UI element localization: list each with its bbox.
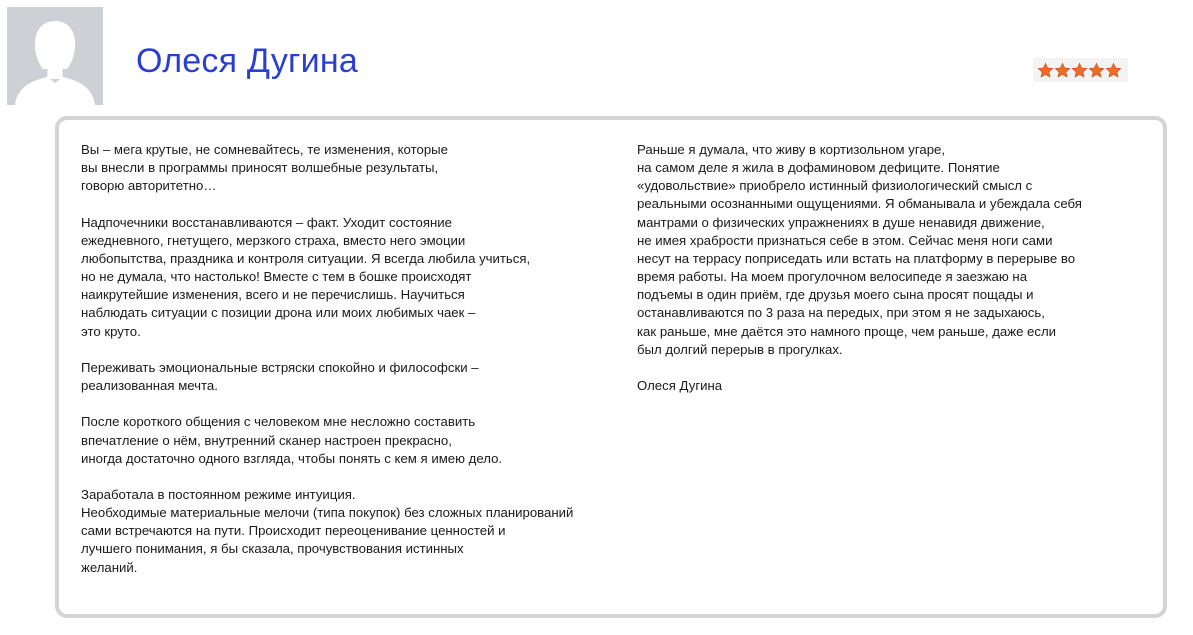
review-card: [55, 116, 1167, 618]
avatar: [7, 7, 103, 105]
star-icon: [1037, 62, 1054, 79]
star-icon: [1071, 62, 1088, 79]
star-icon: [1054, 62, 1071, 79]
review-text-left-column: Вы – мега крутые, не сомневайтесь, те изменения, которые вы внесли в программы приносят волшебные результаты, говорю авторитетно… Надпочечники восстанавливаются – факт. Уходит состояние ежедневного, гнетущего, мерзкого страха, вместо него эмоции любопытства, праздника и контроля ситуации. Я всегда любила учиться, но не думала, что настолько! Вместе с тем в бошке происходят наикрутейшие изменения, всего и не перечислишь. Научиться наблюдать ситуации с позиции дрона или моих любимых чаек – это круто. Переживать эмоциональные встряски спокойно и философски – реализованная мечта. После короткого общения с человеком мне несложно составить впечатление о нём, внутренний сканер настроен прекрасно, иногда достаточно одного взгляда, чтобы понять с кем я имею дело. Заработала в постоянном режиме интуиция. Необходимые материальные мелочи (типа покупок) без сложных планирований сами встречаются на пути. Происходит переоценивание ценностей и лучшего понимания, я бы сказала, прочувствования истинных желаний.: [81, 142, 574, 575]
user-silhouette-icon: [7, 7, 103, 105]
star-icon: [1105, 62, 1122, 79]
reviewer-name: Олеся Дугина: [136, 42, 358, 80]
star-icon: [1088, 62, 1105, 79]
review-text-right-column: Раньше я думала, что живу в кортизольном угаре, на самом деле я жила в дофаминовом дефиците. Понятие «удовольствие» приобрело истинный физиологический смысл с реальными осознанными ощущениями. Я обманывала и убеждала себя мантрами о физических упражнениях в душе ненавидя движение, не имея храбрости признаться себе в этом. Сейчас меня ноги сами несут на террасу поприседать или встать на платформу в перерыве во время работы. На моем прогулочном велосипеде я заезжаю на подъемы в один приём, где друзья моего сына просят пощады и останавливаются по 3 раза на передых, при этом я не задыхаюсь, как раньше, мне даётся это намного проще, чем раньше, даже если был долгий перерыв в прогулках. Олеся Дугина: [637, 142, 1082, 394]
star-rating: [1033, 58, 1128, 82]
